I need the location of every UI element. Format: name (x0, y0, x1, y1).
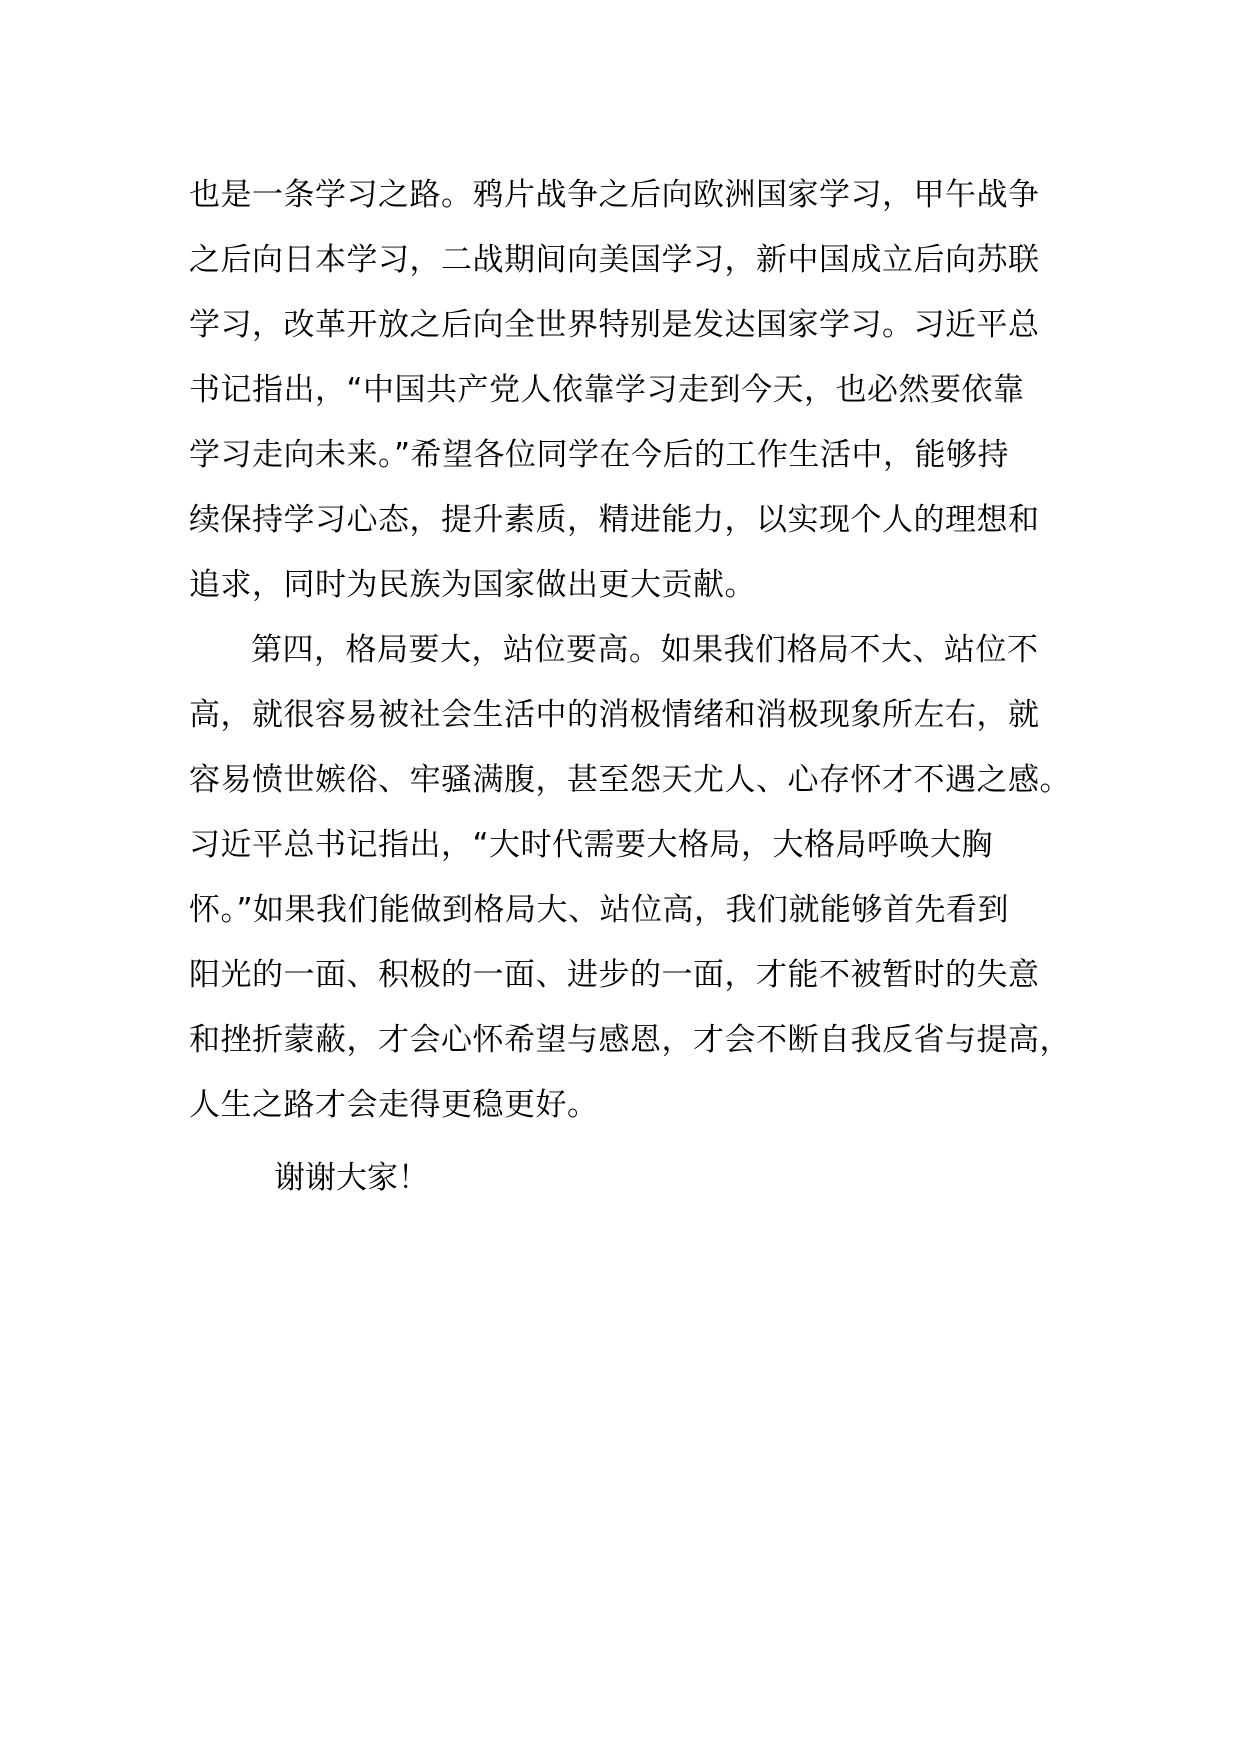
paragraph-line: 之后向日本学习，二战期间向美国学习，新中国成立后向苏联 (189, 242, 1040, 278)
paragraph-learning (189, 163, 1089, 618)
paragraph-line: 阳光的一面、积极的一面、进步的一面，才能不被暂时的失意 (189, 957, 1040, 993)
paragraph-vision (189, 618, 1089, 1138)
paragraph-line: 学习走向未来。”希望各位同学在今后的工作生活中，能够持 (189, 437, 1010, 473)
paragraph-line: 怀。”如果我们能做到格局大、站位高，我们就能够首先看到 (189, 892, 1010, 928)
paragraph-line: 容易愤世嫉俗、牢骚满腹，甚至怨天尤人、心存怀才不遇之感。 (189, 762, 1071, 798)
paragraph-line: 人生之路才会走得更稳更好。 (189, 1087, 599, 1123)
paragraph-line: 追求，同时为民族为国家做出更大贡献。 (189, 567, 756, 603)
paragraph-line: 也是一条学习之路。鸦片战争之后向欧洲国家学习，甲午战争 (189, 177, 1040, 213)
paragraph-line: 续保持学习心态，提升素质，精进能力，以实现个人的理想和 (189, 502, 1040, 538)
paragraph-line: 学习，改革开放之后向全世界特别是发达国家学习。习近平总 (189, 307, 1040, 343)
paragraph-line: 书记指出，“中国共产党人依靠学习走到今天，也必然要依靠 (189, 372, 1025, 408)
paragraph-line: 高，就很容易被社会生活中的消极情绪和消极现象所左右，就 (189, 697, 1040, 733)
paragraph-line: 第四，格局要大，站位要高。如果我们格局不大、站位不 (251, 632, 1039, 668)
closing-remark: 谢谢大家！ (274, 1160, 429, 1196)
paragraph-line: 和挫折蒙蔽，才会心怀希望与感恩，才会不断自我反省与提高， (189, 1022, 1071, 1058)
paragraph-line: 习近平总书记指出，“大时代需要大格局，大格局呼唤大胸 (189, 827, 994, 863)
